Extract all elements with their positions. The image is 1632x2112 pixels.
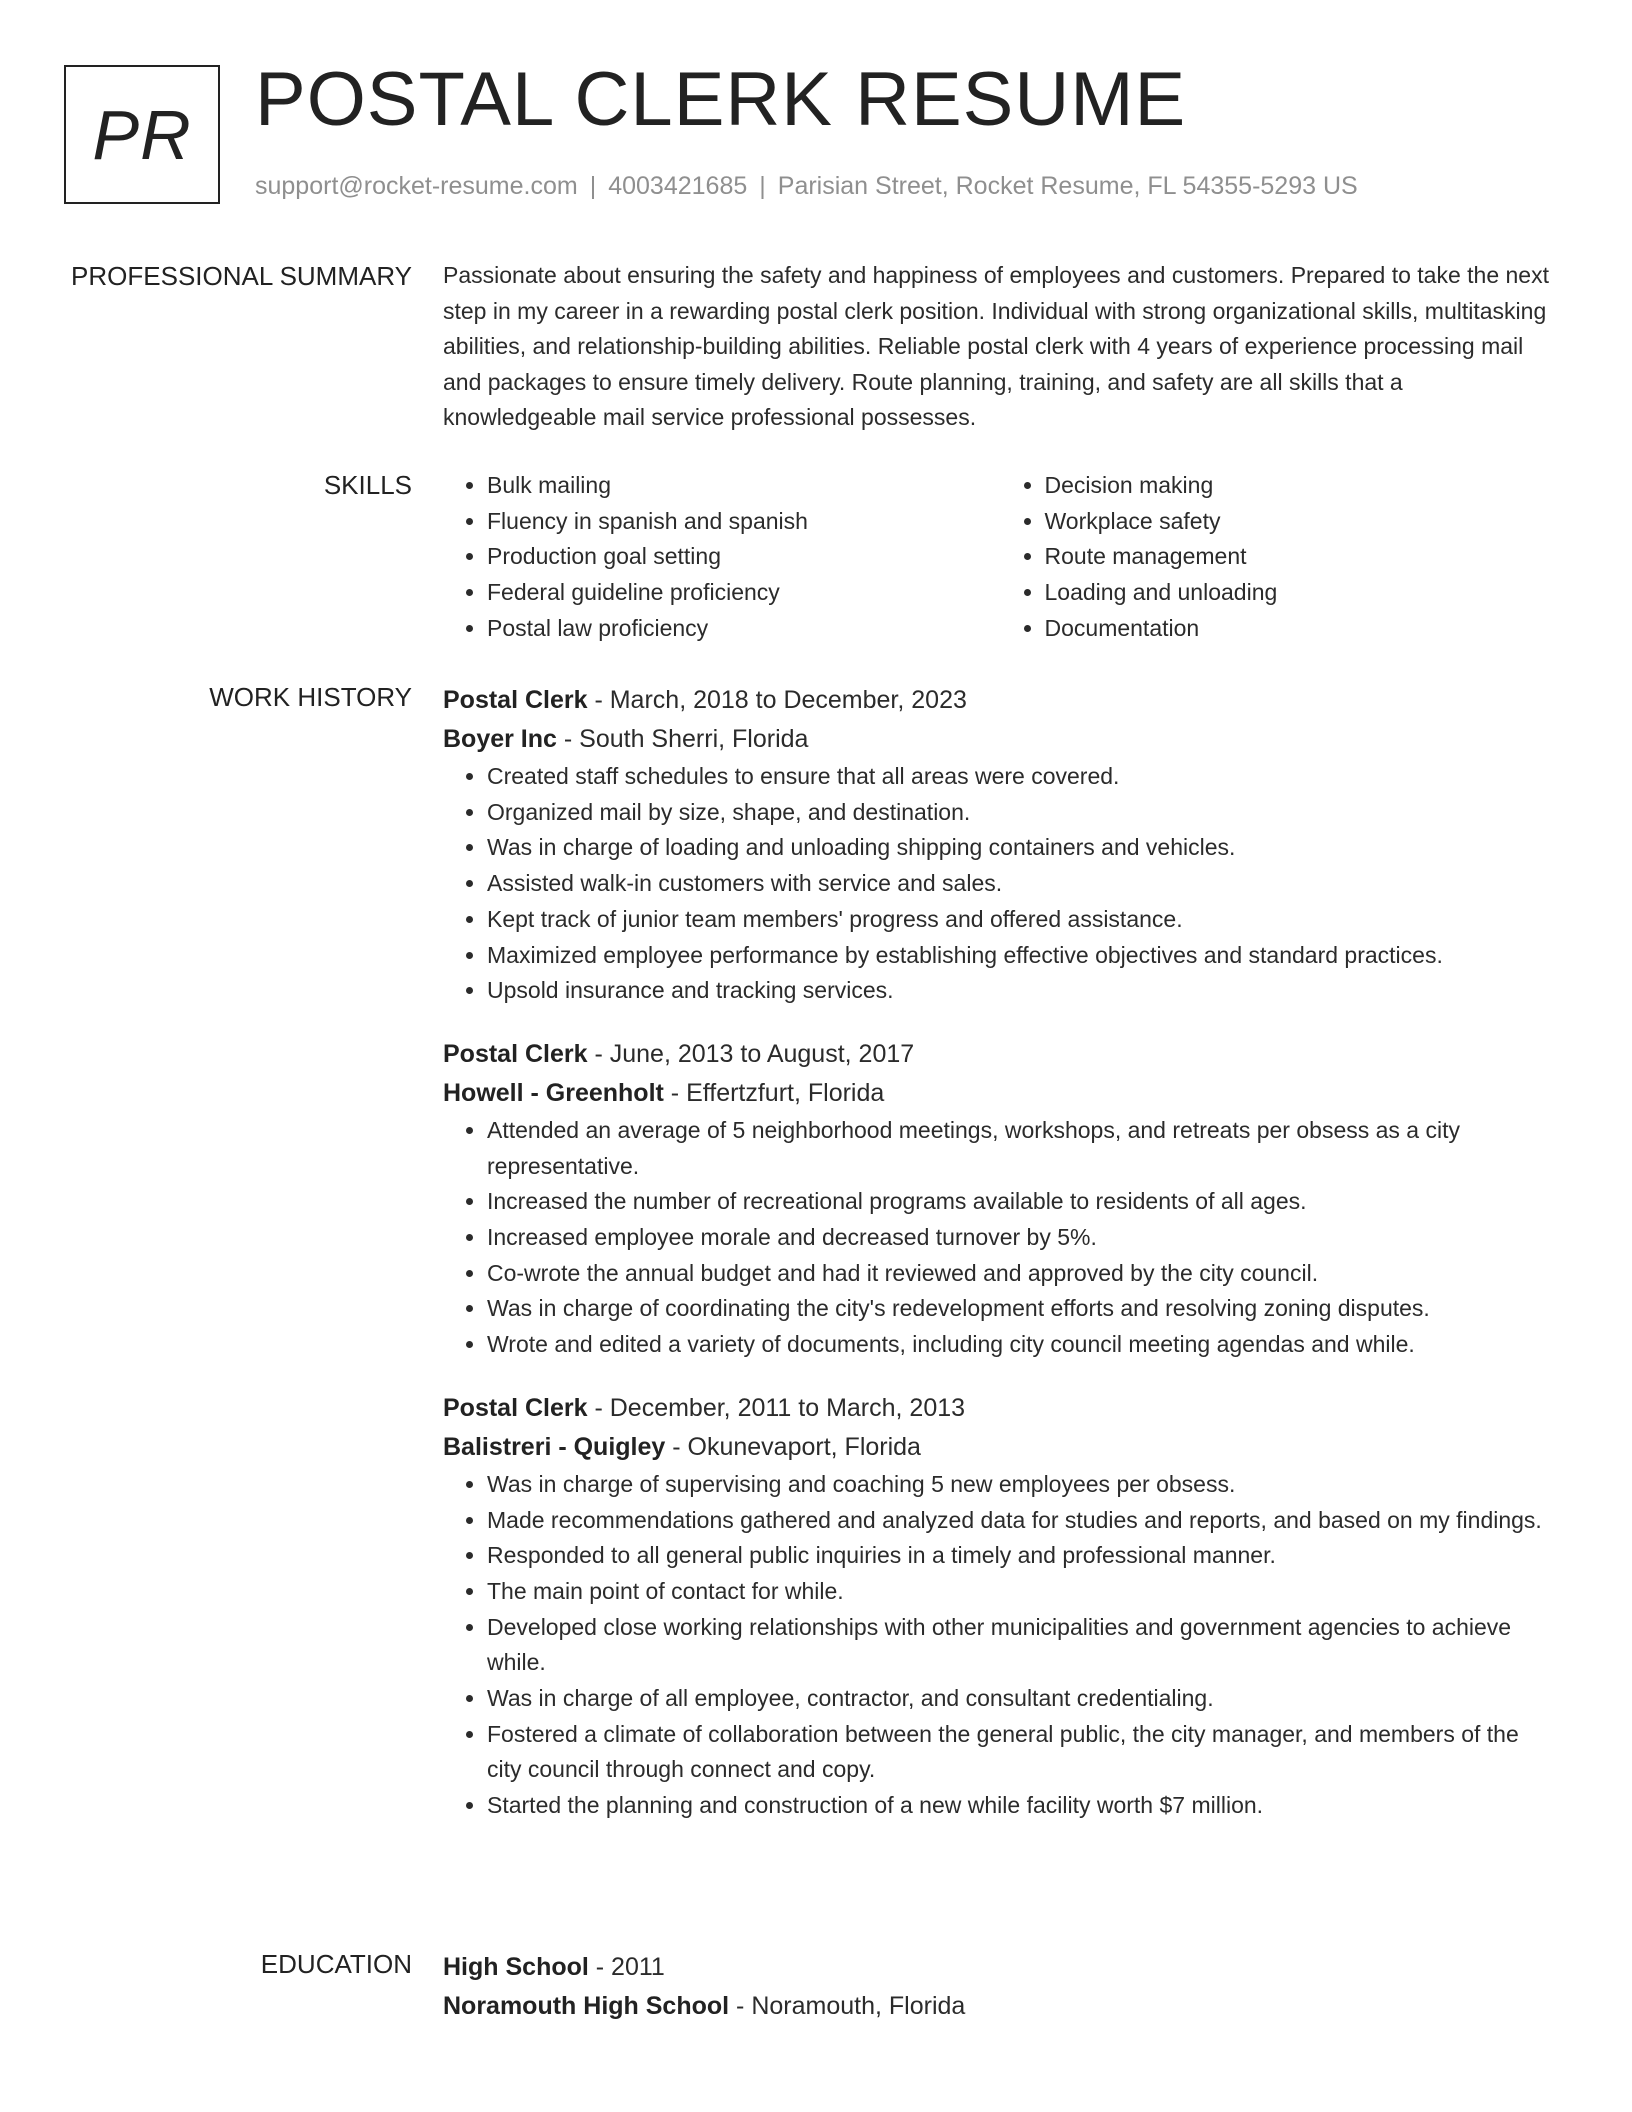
job-location: - Effertzfurt, Florida [663,1078,885,1107]
job-title: Postal Clerk [443,1393,588,1422]
job-dates: - December, 2011 to March, 2013 [587,1393,966,1422]
job-duty: • Increased employee morale and decreased turnover by 5%. [487,1220,1558,1256]
job-duty: • Was in charge of all employee, contractor, and consultant credentialing. [487,1681,1558,1717]
contact-separator: | [589,172,597,200]
skills-list-left [443,468,1001,647]
skill-item: • Documentation [1045,611,1559,647]
job-duty: • Created staff schedules to ensure that all areas were covered. [487,759,1558,795]
job-duty: • Started the planning and construction of a new while facility worth $7 million. [487,1788,1558,1824]
skill-item: • Postal law proficiency [487,611,1001,647]
monogram-box [64,65,220,204]
job-dates: - June, 2013 to August, 2017 [587,1039,915,1068]
contact-separator: | [759,172,766,200]
job-duty: • Organized mail by size, shape, and destination. [487,795,1558,831]
work-history-body [443,681,1558,1824]
skills-heading: SKILLS [323,470,412,500]
job-company-line [443,1428,1558,1467]
job-duty: • Kept track of junior team members' progress and offered assistance. [487,902,1558,938]
skills-list-right [1001,468,1559,647]
job-duty: • Responded to all general public inquiries in a timely and professional manner. [487,1538,1558,1574]
job-duties-list [443,759,1558,1009]
job-title: Postal Clerk [443,686,588,714]
job-company: Boyer Inc [443,725,557,753]
job-entry [443,681,1558,1009]
job-title-line [443,1389,1558,1428]
skill-item: • Production goal setting [487,539,1001,575]
job-company: Howell - Greenholt [443,1078,664,1107]
job-duty: • Was in charge of coordinating the city's redevelopment efforts and resolving zoning disputes. [487,1291,1558,1327]
job-duty: • Co-wrote the annual budget and had it reviewed and approved by the city council. [487,1256,1558,1292]
job-title-line [443,1035,1558,1074]
job-company-line [443,720,1558,759]
contact-line [255,172,1358,201]
skill-item: • Loading and unloading [1045,575,1559,611]
job-duty: • The main point of contact for while. [487,1574,1558,1610]
summary-text: Passionate about ensuring the safety and happiness of employees and customers. Prepared to take the next step in my career in a rewarding postal clerk position. Individual with strong organizational skills, multitasking abilities, and relationship-building abilities. Reliable postal clerk with 4 years of experience processing mail and packages to ensure timely delivery. Route planning, training, and safety are all skills that a knowledgeable mail service professional possesses. [443,262,1549,430]
job-entry [443,1035,1558,1363]
job-duty: • Was in charge of supervising and coaching 5 new employees per obsess. [487,1467,1558,1503]
monogram-initials: PR [92,95,192,174]
job-dates: - March, 2018 to December, 2023 [587,686,967,714]
contact-email: support@rocket-resume.com [255,172,578,200]
job-duty: • Was in charge of loading and unloading shipping containers and vehicles. [487,830,1558,866]
contact-phone: 4003421685 [608,172,748,200]
education-year: - 2011 [588,1953,665,1981]
education-body [443,1948,1558,2026]
education-degree: High School [443,1953,589,1981]
job-duty: • Made recommendations gathered and analyzed data for studies and reports, and based on my findings. [487,1503,1558,1539]
job-title-line [443,681,1558,720]
job-entry [443,1389,1558,1824]
education-degree-line [443,1948,1558,1987]
skills-columns [443,468,1558,647]
job-duties-list [443,1467,1558,1824]
job-location: - South Sherri, Florida [556,725,809,753]
job-company: Balistreri - Quigley [443,1432,666,1461]
skill-item: • Fluency in spanish and spanish [487,504,1001,540]
job-duty: • Wrote and edited a variety of documents, including city council meeting agendas and while. [487,1327,1558,1363]
education-school: Noramouth High School [443,1992,730,2020]
summary-body [443,258,1558,436]
skill-item: • Bulk mailing [487,468,1001,504]
contact-address: Parisian Street, Rocket Resume, FL 54355-5293 US [777,172,1358,200]
job-duty: • Attended an average of 5 neighborhood meetings, workshops, and retreats per obsess as a city representative. [487,1113,1558,1184]
job-duty: • Fostered a climate of collaboration between the general public, the city manager, and members of the city council through connect and copy. [487,1717,1558,1788]
skill-item: • Decision making [1045,468,1559,504]
job-duty: • Maximized employee performance by establishing effective objectives and standard practices. [487,938,1558,974]
job-duties-list [443,1113,1558,1363]
job-company-line [443,1074,1558,1113]
job-location: - Okunevaport, Florida [665,1432,921,1461]
work-history-heading: WORK HISTORY [209,682,412,712]
skill-item: • Federal guideline proficiency [487,575,1001,611]
job-duty: • Developed close working relationships with other municipalities and government agencies to achieve while. [487,1610,1558,1681]
job-duty: • Upsold insurance and tracking services. [487,973,1558,1009]
resume-title: POSTAL CLERK RESUME [255,57,1187,142]
skill-item: • Workplace safety [1045,504,1559,540]
job-duty: • Increased the number of recreational programs available to residents of all ages. [487,1184,1558,1220]
job-duty: • Assisted walk-in customers with service and sales. [487,866,1558,902]
education-heading: EDUCATION [260,1949,412,1979]
skill-item: • Route management [1045,539,1559,575]
summary-heading: PROFESSIONAL SUMMARY [71,261,412,291]
education-school-line [443,1987,1558,2026]
skills-body [443,468,1558,647]
job-title: Postal Clerk [443,1039,588,1068]
education-location: - Noramouth, Florida [729,1992,966,2020]
